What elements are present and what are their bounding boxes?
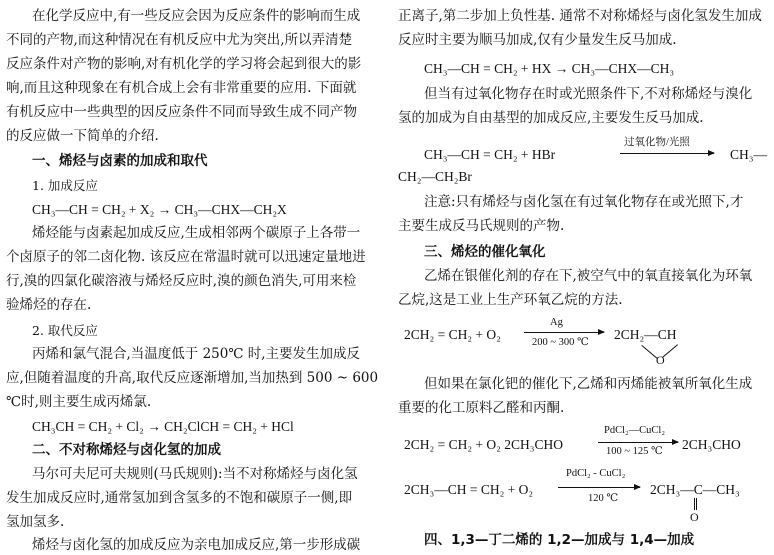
paragraph-line: 行,溴的四氯化碳溶液与烯烃反应时,溴的颜色消失,可用来检 [6,273,357,289]
paragraph-line: 响,而且这种现象在有机合成上会有非常重要的应用. 下面就 [6,80,357,96]
paragraph-line: 重要的化工原料乙醛和丙酮. [398,400,565,416]
reaction-condition: 过氧化物/光照 [624,137,690,148]
paragraph-line: 烯烃与卤化氢的加成反应为亲电加成反应,第一步形成碳 [32,537,361,553]
equation-rhs: CH₃— [730,147,767,162]
carbonyl-oxygen: O [690,510,699,524]
reaction-condition-top: PdCl₂ - CuCl₂ [566,468,626,479]
epoxide-oxygen: O [656,353,665,367]
reaction-arrow [524,332,604,333]
paragraph-line: 反应条件对产物的影响,对有机化学的学习将会起到很大的影 [6,56,362,72]
paragraph-line: 不同的产物,而这种情况在有机反应中尤为突出,所以弄清楚 [6,32,353,48]
reaction-arrow [598,442,678,443]
paragraph-line: 的反应做一下简单的介绍. [6,128,159,144]
equation-lhs: 2CH₃—CH = CH₂ + O₂ [404,482,534,497]
paragraph-line: ℃时,则主要生成丙烯氯. [6,394,152,410]
paragraph-line: 个卤原子的邻二卤化物. 该反应在常温时就可以迅速定量地进 [6,249,366,265]
section-heading: 二、不对称烯烃与卤化氢的加成 [32,442,221,458]
subsection-heading: 2. 取代反应 [32,323,98,338]
reaction-arrow [558,487,640,488]
equation-rhs: 2CH₂—CH [614,327,677,342]
section-heading: 三、烯烃的催化氧化 [424,244,546,260]
paragraph-line: 反应时主要为顺马加成,仅有少量发生反马加成. [398,32,677,48]
paragraph-line: 氢加氢多. [6,514,65,530]
paragraph-line: 在化学反应中,有一些反应会因为反应条件的影响而生成 [32,8,361,24]
paragraph-line: 注意:只有烯烃与卤化氢在有过氧化物存在或光照下,才 [424,194,744,210]
paragraph-line: 应,但随着温度的升高,取代反应逐渐增加,当加热到 500 ~ 600 [6,370,379,386]
reaction-arrow [620,153,714,154]
section-heading: 四、1,3—丁二烯的 1,2—加成与 1,4—加成 [424,532,695,548]
paragraph-line: 丙烯和氯气混合,当温度低于 250℃ 时,主要发生加成反 [32,346,361,362]
paragraph-line: 烯烃能与卤素起加成反应,生成相邻两个碳原子上各带一 [32,225,361,241]
section-heading: 一、烯烃与卤素的加成和取代 [32,153,208,169]
reaction-condition-top: PdCl₂—CuCl₂ [604,425,666,436]
reaction-condition-top: Ag [550,317,563,328]
equation-lhs: 2CH₂ = CH₂ + O₂ [404,327,501,342]
subsection-heading: 1. 加成反应 [32,178,98,193]
paragraph-line: 有机反应中一些典型的因反应条件不同而导致生成不同产物 [6,104,357,120]
paragraph-line: 发生加成反应时,通常氢加到含氢多的不饱和碳原子一侧,即 [6,490,353,506]
paragraph-line: 正离子,第二步加上负性基. 通常不对称烯烃与卤化氢发生加成 [398,8,762,24]
equation: CH₃—CH = CH₂ + HX → CH₃—CHX—CH₃ [424,61,675,76]
epoxide-bond [641,345,657,359]
equation: CH₃—CH = CH₂ + X₂ → CH₃—CHX—CH₂X [32,202,287,217]
reaction-condition-bottom: 200 ~ 300 ℃ [532,337,589,348]
paragraph-line: 马尔可夫尼可夫规则(马氏规则):当不对称烯烃与卤化氢 [32,466,358,482]
equation-lhs: 2CH₂ = CH₂ + O₂ 2CH₃CHO [404,437,563,452]
equation: CH₃CH = CH₂ + Cl₂ → CH₂ClCH = CH₂ + HCl [32,419,294,434]
paragraph-line: 但如果在氯化钯的催化下,乙烯和丙烯能被氧所氧化生成 [424,376,753,392]
reaction-condition-bottom: 100 ~ 125 ℃ [606,446,663,457]
paragraph-line: 但当有过氧化物存在时或光照条件下,不对称烯烃与溴化 [424,86,753,102]
reaction-condition-bottom: 120 ℃ [588,493,619,504]
paragraph-line: 氢的加成为自由基型的加成反应,主要发生反马加成. [398,110,704,126]
equation-rhs: 2CH₃CHO [682,437,741,452]
paragraph-line: 乙烯在银催化剂的存在下,被空气中的氧直接氧化为环氧 [424,268,753,284]
equation-rhs-continued: CH₂—CH₂Br [398,169,472,184]
paragraph-line: 主要生成反马氏规则的产物. [398,218,565,234]
equation-lhs: CH₃—CH = CH₂ + HBr [424,147,556,162]
paragraph-line: 验烯烃的存在. [6,297,92,313]
paragraph-line: 乙烷,这是工业上生产环氧乙烷的方法. [398,292,623,308]
equation-rhs: 2CH₃—C—CH₃ [650,482,740,497]
